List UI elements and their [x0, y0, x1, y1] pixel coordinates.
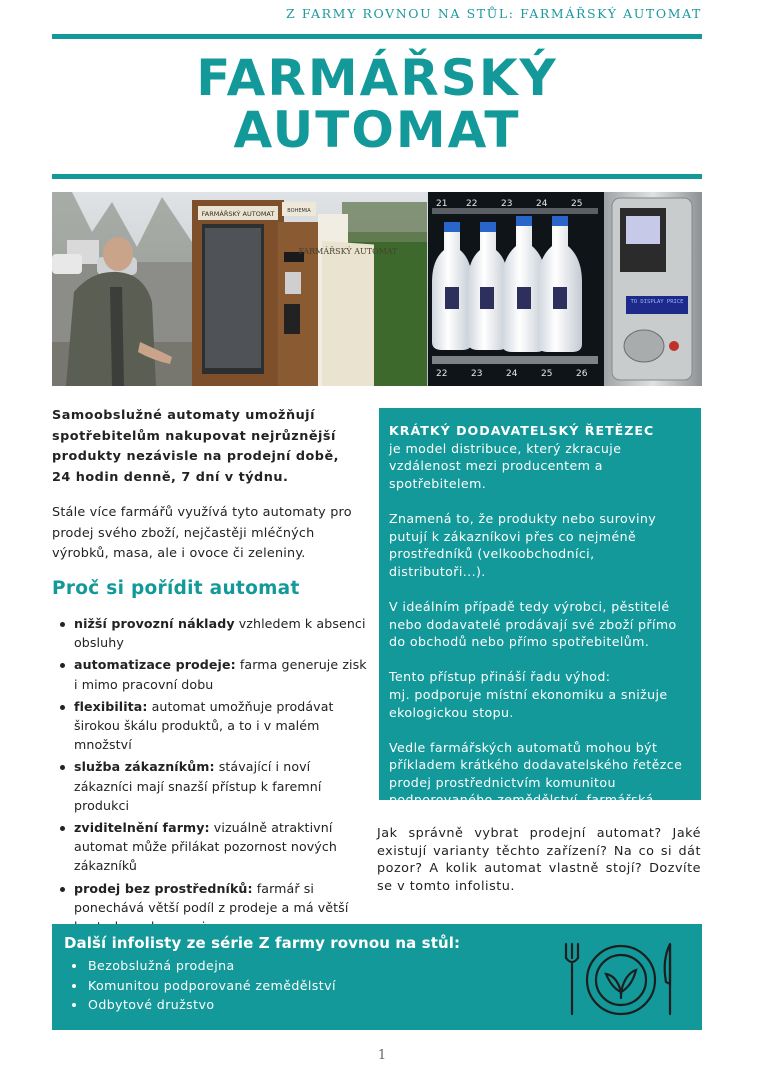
plate-cutlery-icon — [562, 940, 680, 1018]
list-item: prodej bez prostředníků: farmář si ponechává větší podíl z prodeje a má větší — [52, 879, 367, 937]
list-item: nižší provozní náklady vzhledem k absenci obsluhy — [52, 614, 367, 652]
intro-lead: Samoobslužné automaty umožňují spotřebitelům nakupovat nejrůznější produkty nezávisle na prodejní době, 24 hodin denně, 7 dní v týdnu. — [52, 408, 339, 485]
svg-text:26: 26 — [576, 369, 588, 379]
svg-text:22: 22 — [466, 199, 478, 209]
box-paragraph-3: V ideálním případě tedy výrobci, pěstitelé nebo dodavatelé prodávají své zboží přímo do obchodů nebo přímo spotřebitelům. — [389, 598, 677, 650]
related-infosheets-box — [52, 924, 702, 1030]
related-item[interactable]: Bezobslužná prodejna — [66, 956, 336, 976]
svg-text:25: 25 — [541, 369, 553, 379]
list-item: flexibilita: automat umožňuje prodávat širokou škálu produktů, a to i v malém množství — [52, 697, 367, 755]
vending-machine-photo — [52, 192, 702, 386]
side-panel-text: FARMÁŘSKÝ AUTOMAT — [298, 247, 398, 256]
box-title: KRÁTKÝ DODAVATELSKÝ ŘETĚZEC — [389, 423, 655, 438]
related-item[interactable]: Komunitou podporované zemědělství — [66, 976, 336, 996]
box-paragraph-5: Vedle farmářských automatů mohou být příkladem krátkého dodavatelského řetězce prodej prostřednictvím komunitou podporovaného zemědělství, farmářská prodejna či spolkový obchod. — [389, 739, 683, 826]
machine-brand-text: BOHEMIA — [287, 208, 311, 214]
list-item: automatizace prodeje: farma generuje zisk i mimo pracovní dobu — [52, 655, 367, 693]
box-paragraph-2: Znamená to, že produkty nebo suroviny putují k zákazníkovi přes co nejméně prostředníků (velkoobchodníci, distributoři...). — [389, 510, 657, 579]
intro-paragraph: Stále více farmářů využívá tyto automaty pro prodej svého zboží, nejčastěji mléčných výrobků, masa, ale i ovoce či zeleniny. — [52, 505, 352, 561]
list-item: služba zákazníkům: stávající i noví zákazníci mají snazší přístup k faremní produkci — [52, 757, 367, 815]
questions-paragraph: Jak správně vybrat prodejní automat? Jaké existují varianty těchto zařízení? Na co si dát pozor? A kolik automat vlastně stojí? Dozvíte se v tomto infolistu. — [377, 826, 701, 894]
page-title — [52, 49, 702, 159]
short-supply-chain-box — [379, 408, 701, 826]
related-title: Další infolisty ze série Z farmy rovnou na stůl: — [64, 934, 461, 952]
svg-text:23: 23 — [501, 199, 513, 209]
top-rule — [52, 34, 702, 39]
title-bottom-rule — [52, 174, 702, 179]
related-list — [66, 956, 336, 1015]
box-paragraph-1: je model distribuce, který zkracuje vzdálenost mezi producentem a spotřebitelem. — [389, 440, 622, 491]
price-display-text: TO DISPLAY PRICE — [630, 299, 684, 305]
benefits-list — [52, 614, 367, 939]
svg-text:23: 23 — [471, 369, 483, 379]
series-header: Z FARMY ROVNOU NA STŮL: FARMÁŘSKÝ AUTOMAT — [285, 6, 702, 21]
title-line-2: AUTOMAT — [233, 101, 521, 159]
svg-text:25: 25 — [571, 199, 583, 209]
list-item: zviditelnění farmy: vizuálně atraktivní automat může přilákat pozornost nových zákazníků — [52, 818, 367, 876]
svg-text:24: 24 — [536, 199, 548, 209]
box-paragraph-4: Tento přístup přináší řadu výhod: mj. podporuje místní ekonomiku a snižuje ekologickou stopu. — [389, 669, 668, 720]
related-item[interactable]: Odbytové družstvo — [66, 995, 336, 1015]
benefits-heading: Proč si pořídit automat — [52, 578, 300, 599]
svg-text:24: 24 — [506, 369, 518, 379]
machine-sign-text: FARMÁŘSKÝ AUTOMAT — [201, 210, 275, 218]
title-line-1: FARMÁŘSKÝ — [196, 49, 558, 107]
page-number: 1 — [377, 1048, 387, 1063]
svg-text:22: 22 — [436, 369, 448, 379]
svg-text:21: 21 — [436, 199, 448, 209]
